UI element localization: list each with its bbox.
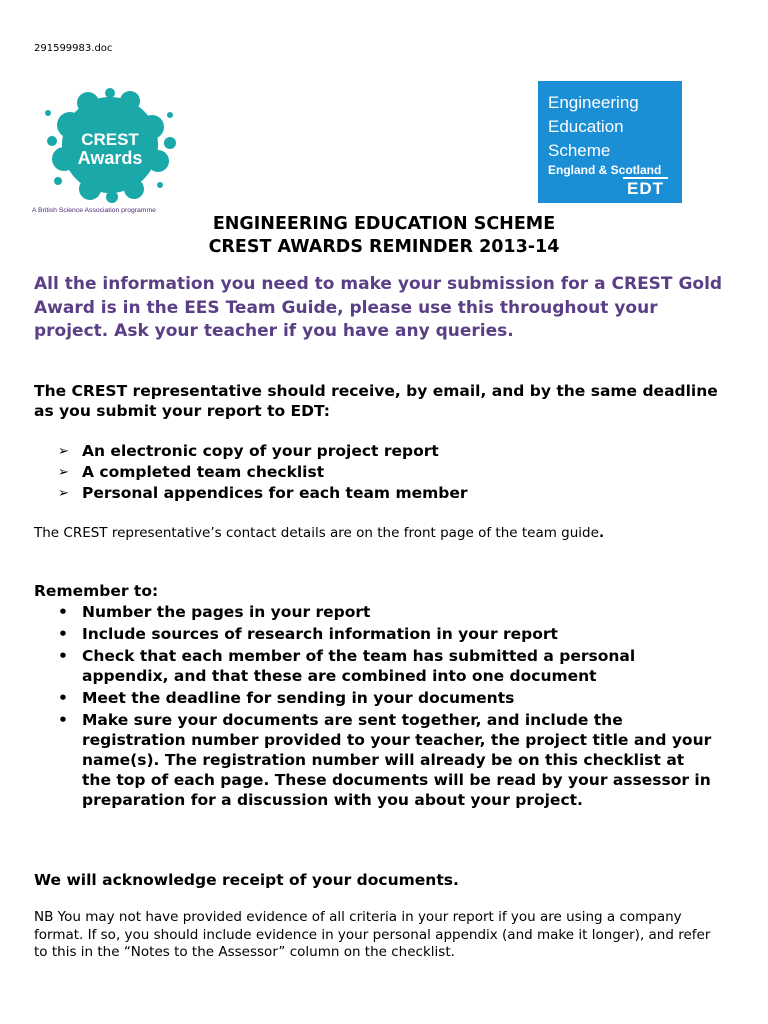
list-item: ➢ Personal appendices for each team member [58, 484, 468, 502]
list-item: • Make sure your documents are sent together, and include the registration number provided to your teacher, the project title and your name(s). The registration number will already be on this checklist at the top of each page. These documents will be read by your assessor in preparation for a discussion with you about your project. [58, 711, 712, 809]
crest-logo-tagline: A British Science Association programme [32, 207, 156, 214]
arrow-bullet-icon: ➢ [58, 444, 69, 459]
edt-logo-mark: EDT [623, 177, 668, 199]
list-item: • Check that each member of the team has submitted a personal appendix, and that these are combined into one document [58, 647, 636, 685]
crest-logo-line1: CREST [81, 130, 139, 149]
submission-items-list [58, 441, 738, 504]
intro-paragraph: All the information you need to make your submission for a CREST Gold Award is in the EES Team Guide, please use this throughout your project. Ask your teacher if you have any queries. [34, 274, 723, 341]
page-title [0, 213, 768, 259]
page-title-line1: ENGINEERING EDUCATION SCHEME [212, 214, 556, 234]
arrow-bullet-icon: ➢ [58, 486, 69, 501]
bullet-icon: • [58, 647, 68, 665]
list-item: • Number the pages in your report [58, 603, 371, 621]
nb-note: NB You may not have provided evidence of all criteria in your report if you are using a company format. If so, you should include evidence in your personal appendix (and make it longer), and refer to this in the “Notes to the Assessor” column on the checklist. [34, 909, 711, 960]
list-item: ➢ An electronic copy of your project report [58, 442, 439, 460]
bullet-icon: • [58, 625, 68, 643]
bullet-icon: • [58, 603, 68, 621]
representative-paragraph: The CREST representative should receive, by email, and by the same deadline as you submit your report to EDT: [34, 382, 718, 420]
contact-details-note: The CREST representative’s contact details are on the front page of the team guide. [34, 525, 605, 541]
crest-awards-logo [30, 85, 190, 217]
bullet-icon: • [58, 689, 68, 707]
crest-logo-line2: Awards [77, 148, 143, 168]
arrow-bullet-icon: ➢ [58, 465, 69, 480]
remember-heading: Remember to: [34, 582, 159, 600]
edt-logo-line2: Education [548, 117, 624, 136]
edt-logo-text [548, 91, 639, 163]
list-item: ➢ A completed team checklist [58, 463, 325, 481]
list-item: • Include sources of research information in your report [58, 625, 558, 643]
edt-logo-line3: Scheme [548, 141, 611, 160]
acknowledge-statement: We will acknowledge receipt of your documents. [34, 871, 459, 889]
document-filename: 291599983.doc [34, 43, 113, 54]
page-title-line2: CREST AWARDS REMINDER 2013-14 [208, 237, 560, 257]
remember-list [58, 602, 718, 812]
edt-logo-line4: England & Scotland [548, 163, 662, 177]
bullet-icon: • [58, 711, 68, 729]
edt-logo-line1: Engineering [548, 93, 639, 112]
edt-logo [538, 81, 682, 203]
list-item: • Meet the deadline for sending in your documents [58, 689, 515, 707]
